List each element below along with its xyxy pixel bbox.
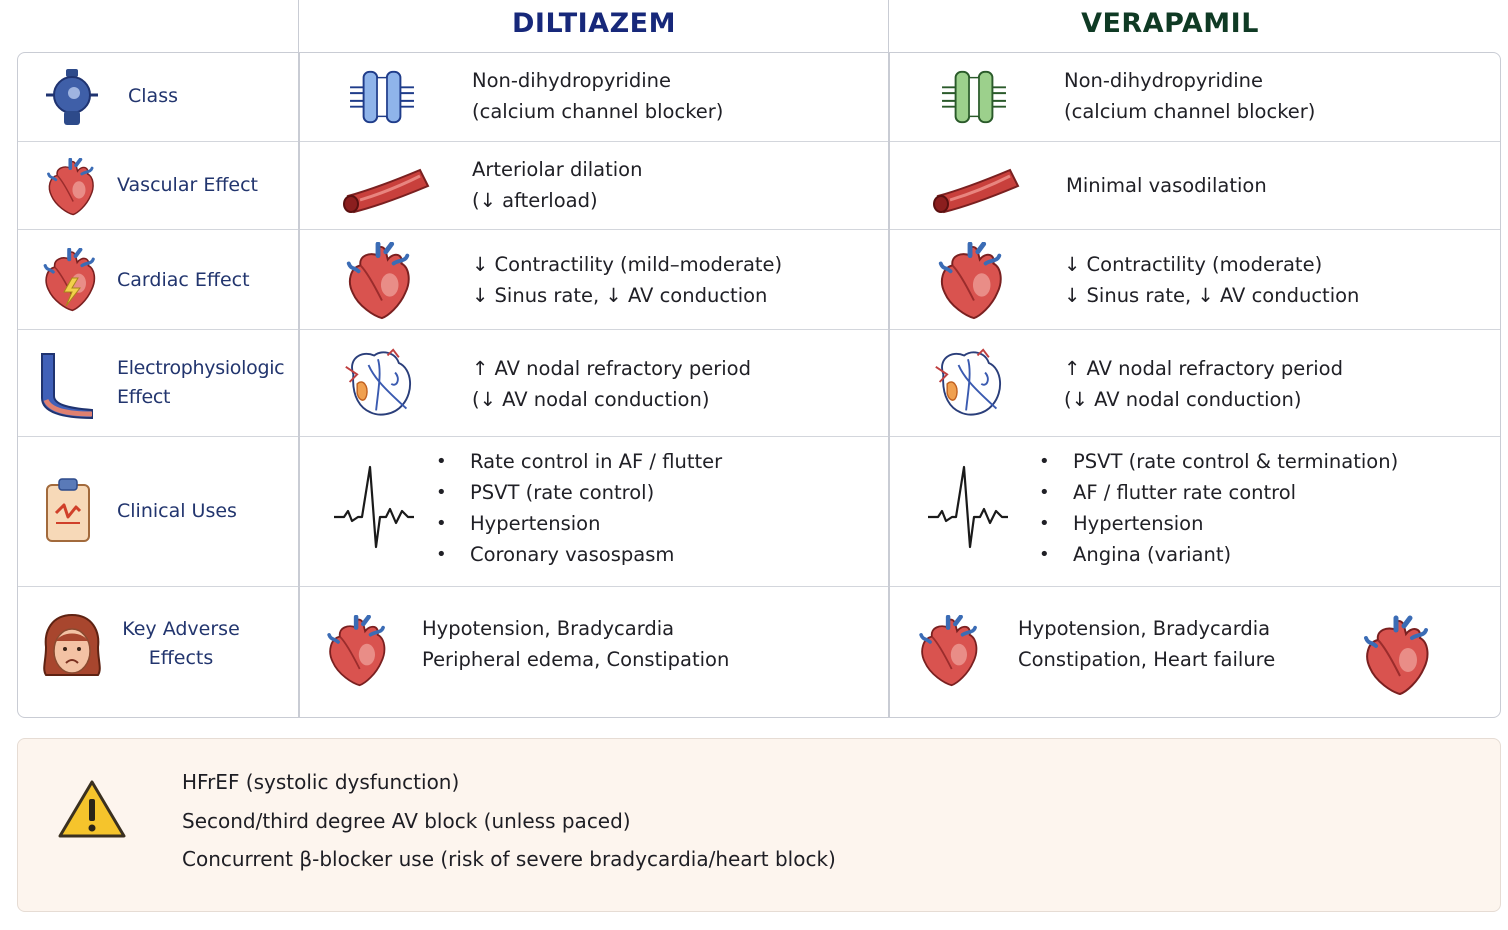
- warning-icon: [58, 779, 126, 839]
- verapamil-adverse-effects-text: [1018, 613, 1275, 675]
- text-line: ↑ AV nodal refractory period: [1064, 357, 1343, 380]
- diltiazem-adverse-effects-text: [422, 613, 729, 675]
- diltiazem-vascular-text: [472, 154, 642, 216]
- text-line: ↑ AV nodal refractory period: [472, 357, 751, 380]
- heart-icon: [936, 242, 1006, 320]
- text-line: (↓ AV nodal conduction): [1064, 388, 1302, 411]
- heart-icon: [322, 615, 392, 687]
- text-line: Hypotension, Bradycardia: [422, 617, 675, 640]
- text-line: Non-dihydropyridine: [472, 69, 672, 92]
- list-item: • AF / flutter rate control: [1073, 477, 1398, 508]
- label-line: Key Adverse: [122, 618, 240, 640]
- list-item: • PSVT (rate control): [470, 477, 722, 508]
- text-line: ↓ Sinus rate, ↓ AV conduction: [472, 284, 768, 307]
- ecg-waveform-icon: [926, 465, 1010, 549]
- contraindications-list: [182, 763, 836, 879]
- table-row-clinical-uses: [18, 436, 1501, 586]
- conduction-system-icon: [340, 346, 416, 418]
- header-separator: [888, 0, 889, 52]
- text-line: (calcium channel blocker): [1064, 100, 1316, 123]
- artery-icon: [930, 164, 1020, 214]
- text-line: ↓ Sinus rate, ↓ AV conduction: [1064, 284, 1360, 307]
- text-line: ↓ Contractility (moderate): [1064, 253, 1323, 276]
- row-label-vascular-effect: Vascular Effect: [117, 174, 259, 196]
- diltiazem-column-header: DILTIAZEM: [512, 8, 676, 39]
- row-label-class: Class: [128, 85, 178, 107]
- artery-icon: [340, 164, 430, 214]
- label-line: Effects: [148, 647, 214, 669]
- text-line: (↓ AV nodal conduction): [472, 388, 710, 411]
- table-row-class: [18, 53, 1501, 141]
- table-row-cardiac-effect: [18, 229, 1501, 329]
- row-label-clinical-uses: Clinical Uses: [117, 500, 237, 522]
- calcium-channel-green-icon: [940, 66, 1008, 128]
- row-label-cardiac-effect: Cardiac Effect: [117, 269, 250, 291]
- column-header-row: [0, 0, 1508, 52]
- comparison-table: [17, 52, 1501, 718]
- text-line: (↓ afterload): [472, 189, 598, 212]
- list-item: • Hypertension: [1073, 508, 1398, 539]
- verapamil-cardiac-text: [1064, 249, 1359, 311]
- text-line: Non-dihydropyridine: [1064, 69, 1264, 92]
- list-item: • Hypertension: [470, 508, 722, 539]
- ecg-waveform-icon: [332, 465, 416, 549]
- header-separator: [298, 0, 299, 52]
- diltiazem-clinical-uses-list: [470, 446, 722, 570]
- conduction-system-icon: [930, 346, 1006, 418]
- list-item: • Rate control in AF / flutter: [470, 446, 722, 477]
- heart-icon: [1362, 615, 1432, 697]
- table-row-vascular-effect: [18, 141, 1501, 229]
- row-label-key-adverse-effects: [118, 615, 244, 673]
- contraindication-line: HFrEF (systolic dysfunction): [182, 770, 460, 794]
- table-row-electrophysiologic-effect: [18, 329, 1501, 436]
- verapamil-electrophysiologic-text: [1064, 353, 1343, 415]
- list-item: • PSVT (rate control & termination): [1073, 446, 1398, 477]
- heart-icon: [344, 242, 414, 320]
- list-item: • Coronary vasospasm: [470, 539, 722, 570]
- verapamil-class-text: [1064, 65, 1315, 127]
- text-line: Peripheral edema, Constipation: [422, 648, 730, 671]
- heart-lightning-icon: [42, 248, 98, 312]
- patient-face-icon: [40, 611, 104, 685]
- text-line: Constipation, Heart failure: [1018, 648, 1276, 671]
- table-row-key-adverse-effects: [18, 586, 1501, 718]
- column-divider: [888, 53, 890, 718]
- list-item: • Angina (variant): [1073, 539, 1398, 570]
- column-divider: [298, 53, 300, 718]
- verapamil-vascular-text: [1066, 170, 1267, 201]
- verapamil-column-header: VERAPAMIL: [1081, 8, 1259, 39]
- contraindication-line: Second/third degree AV block (unless paced): [182, 808, 631, 833]
- label-line: Effect: [117, 386, 171, 408]
- label-line: Electrophysiologic: [117, 357, 285, 379]
- text-line: Arteriolar dilation: [472, 158, 643, 181]
- text-line: (calcium channel blocker): [472, 100, 724, 123]
- clipboard-icon: [44, 477, 92, 543]
- row-label-electrophysiologic-effect: [117, 354, 284, 412]
- heart-icon: [914, 615, 984, 687]
- lab-flask-icon: [44, 67, 100, 127]
- text-line: Hypotension, Bradycardia: [1018, 617, 1271, 640]
- conduction-tube-icon: [36, 350, 98, 420]
- diltiazem-class-text: [472, 65, 723, 127]
- diltiazem-cardiac-text: [472, 249, 782, 311]
- verapamil-clinical-uses-list: [1073, 446, 1398, 570]
- contraindication-line: Concurrent β-blocker use (risk of severe bradycardia/heart block): [182, 847, 836, 871]
- contraindications-box: [17, 738, 1501, 912]
- text-line: ↓ Contractility (mild–moderate): [472, 253, 783, 276]
- diltiazem-electrophysiologic-text: [472, 353, 751, 415]
- heart-icon: [44, 158, 98, 216]
- calcium-channel-blue-icon: [348, 66, 416, 128]
- text-line: Minimal vasodilation: [1066, 174, 1267, 197]
